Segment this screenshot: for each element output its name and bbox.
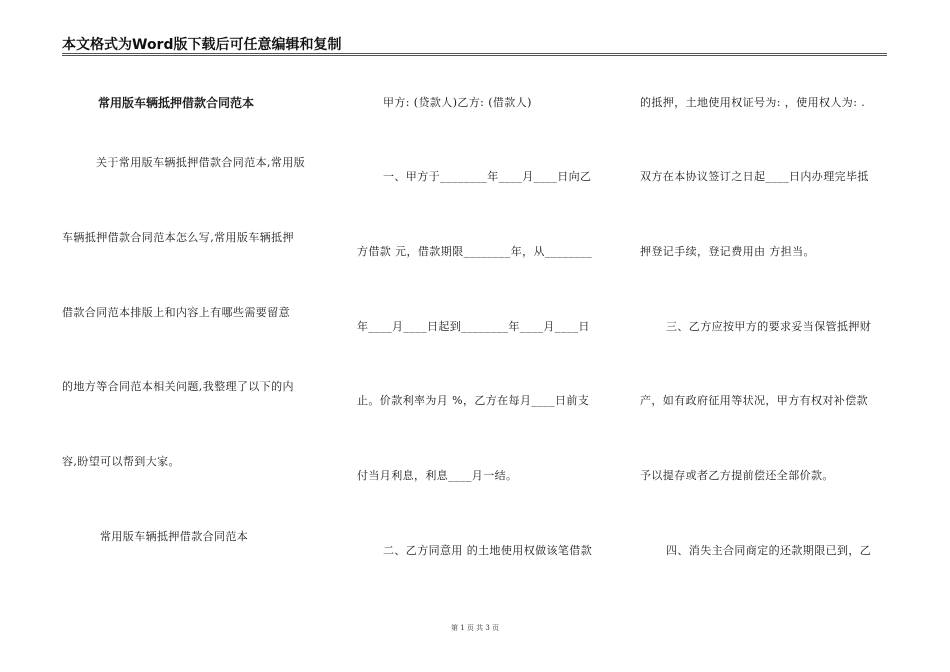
document-banner: 本文格式为Word版下载后可任意编辑和复制	[62, 37, 342, 53]
text-line: 关于常用版车辆抵押借款合同范本,常用版	[96, 156, 306, 169]
text-column-1	[62, 0, 312, 672]
text-column-2	[357, 0, 607, 672]
text-line: 双方在本协议签订之日起____日内办理完毕抵	[640, 170, 869, 183]
text-line: 的地方等合同范本相关问题,我整理了以下的内	[62, 380, 294, 393]
text-line: 四、消失主合同商定的还款期限已到，乙	[666, 544, 872, 557]
document-title: 常用版车辆抵押借款合同范本	[98, 96, 255, 110]
text-line: 车辆抵押借款合同范本怎么写,常用版车辆抵押	[62, 231, 294, 244]
text-line: 予以提存或者乙方提前偿还全部价款。	[640, 469, 834, 482]
section-heading: 常用版车辆抵押借款合同范本	[100, 530, 249, 543]
text-line: 二、乙方同意用 的土地使用权做该笔借款	[383, 544, 593, 557]
text-line: 产，如有政府征用等状况，甲方有权对补偿款	[640, 394, 868, 407]
text-line: 借款合同范本排版上和内容上有哪些需要留意	[62, 306, 290, 319]
text-line: 一、甲方于________年____月____日向乙	[383, 170, 592, 183]
page-number: 第 1 页 共 3 页	[450, 624, 500, 632]
text-line: 年____月____日起到________年____月____日	[357, 320, 590, 333]
text-line: 三、乙方应按甲方的要求妥当保管抵押财	[666, 320, 872, 333]
text-line: 方借款 元，借款期限________年，从________	[357, 245, 593, 258]
text-line: 押登记手续，登记费用由 方担当。	[640, 245, 815, 258]
text-line: 甲方: (贷款人)乙方: (借款人)	[383, 96, 532, 109]
text-line: 容,盼望可以帮到大家。	[62, 455, 180, 468]
text-line: 付当月利息，利息____月一结。	[357, 469, 518, 482]
text-column-3	[640, 0, 890, 672]
text-line: 止。价款利率为月 %，乙方在每月____日前支	[357, 394, 590, 407]
text-line: 的抵押，土地使用权证号为: ，使用权人为: .	[640, 96, 866, 109]
